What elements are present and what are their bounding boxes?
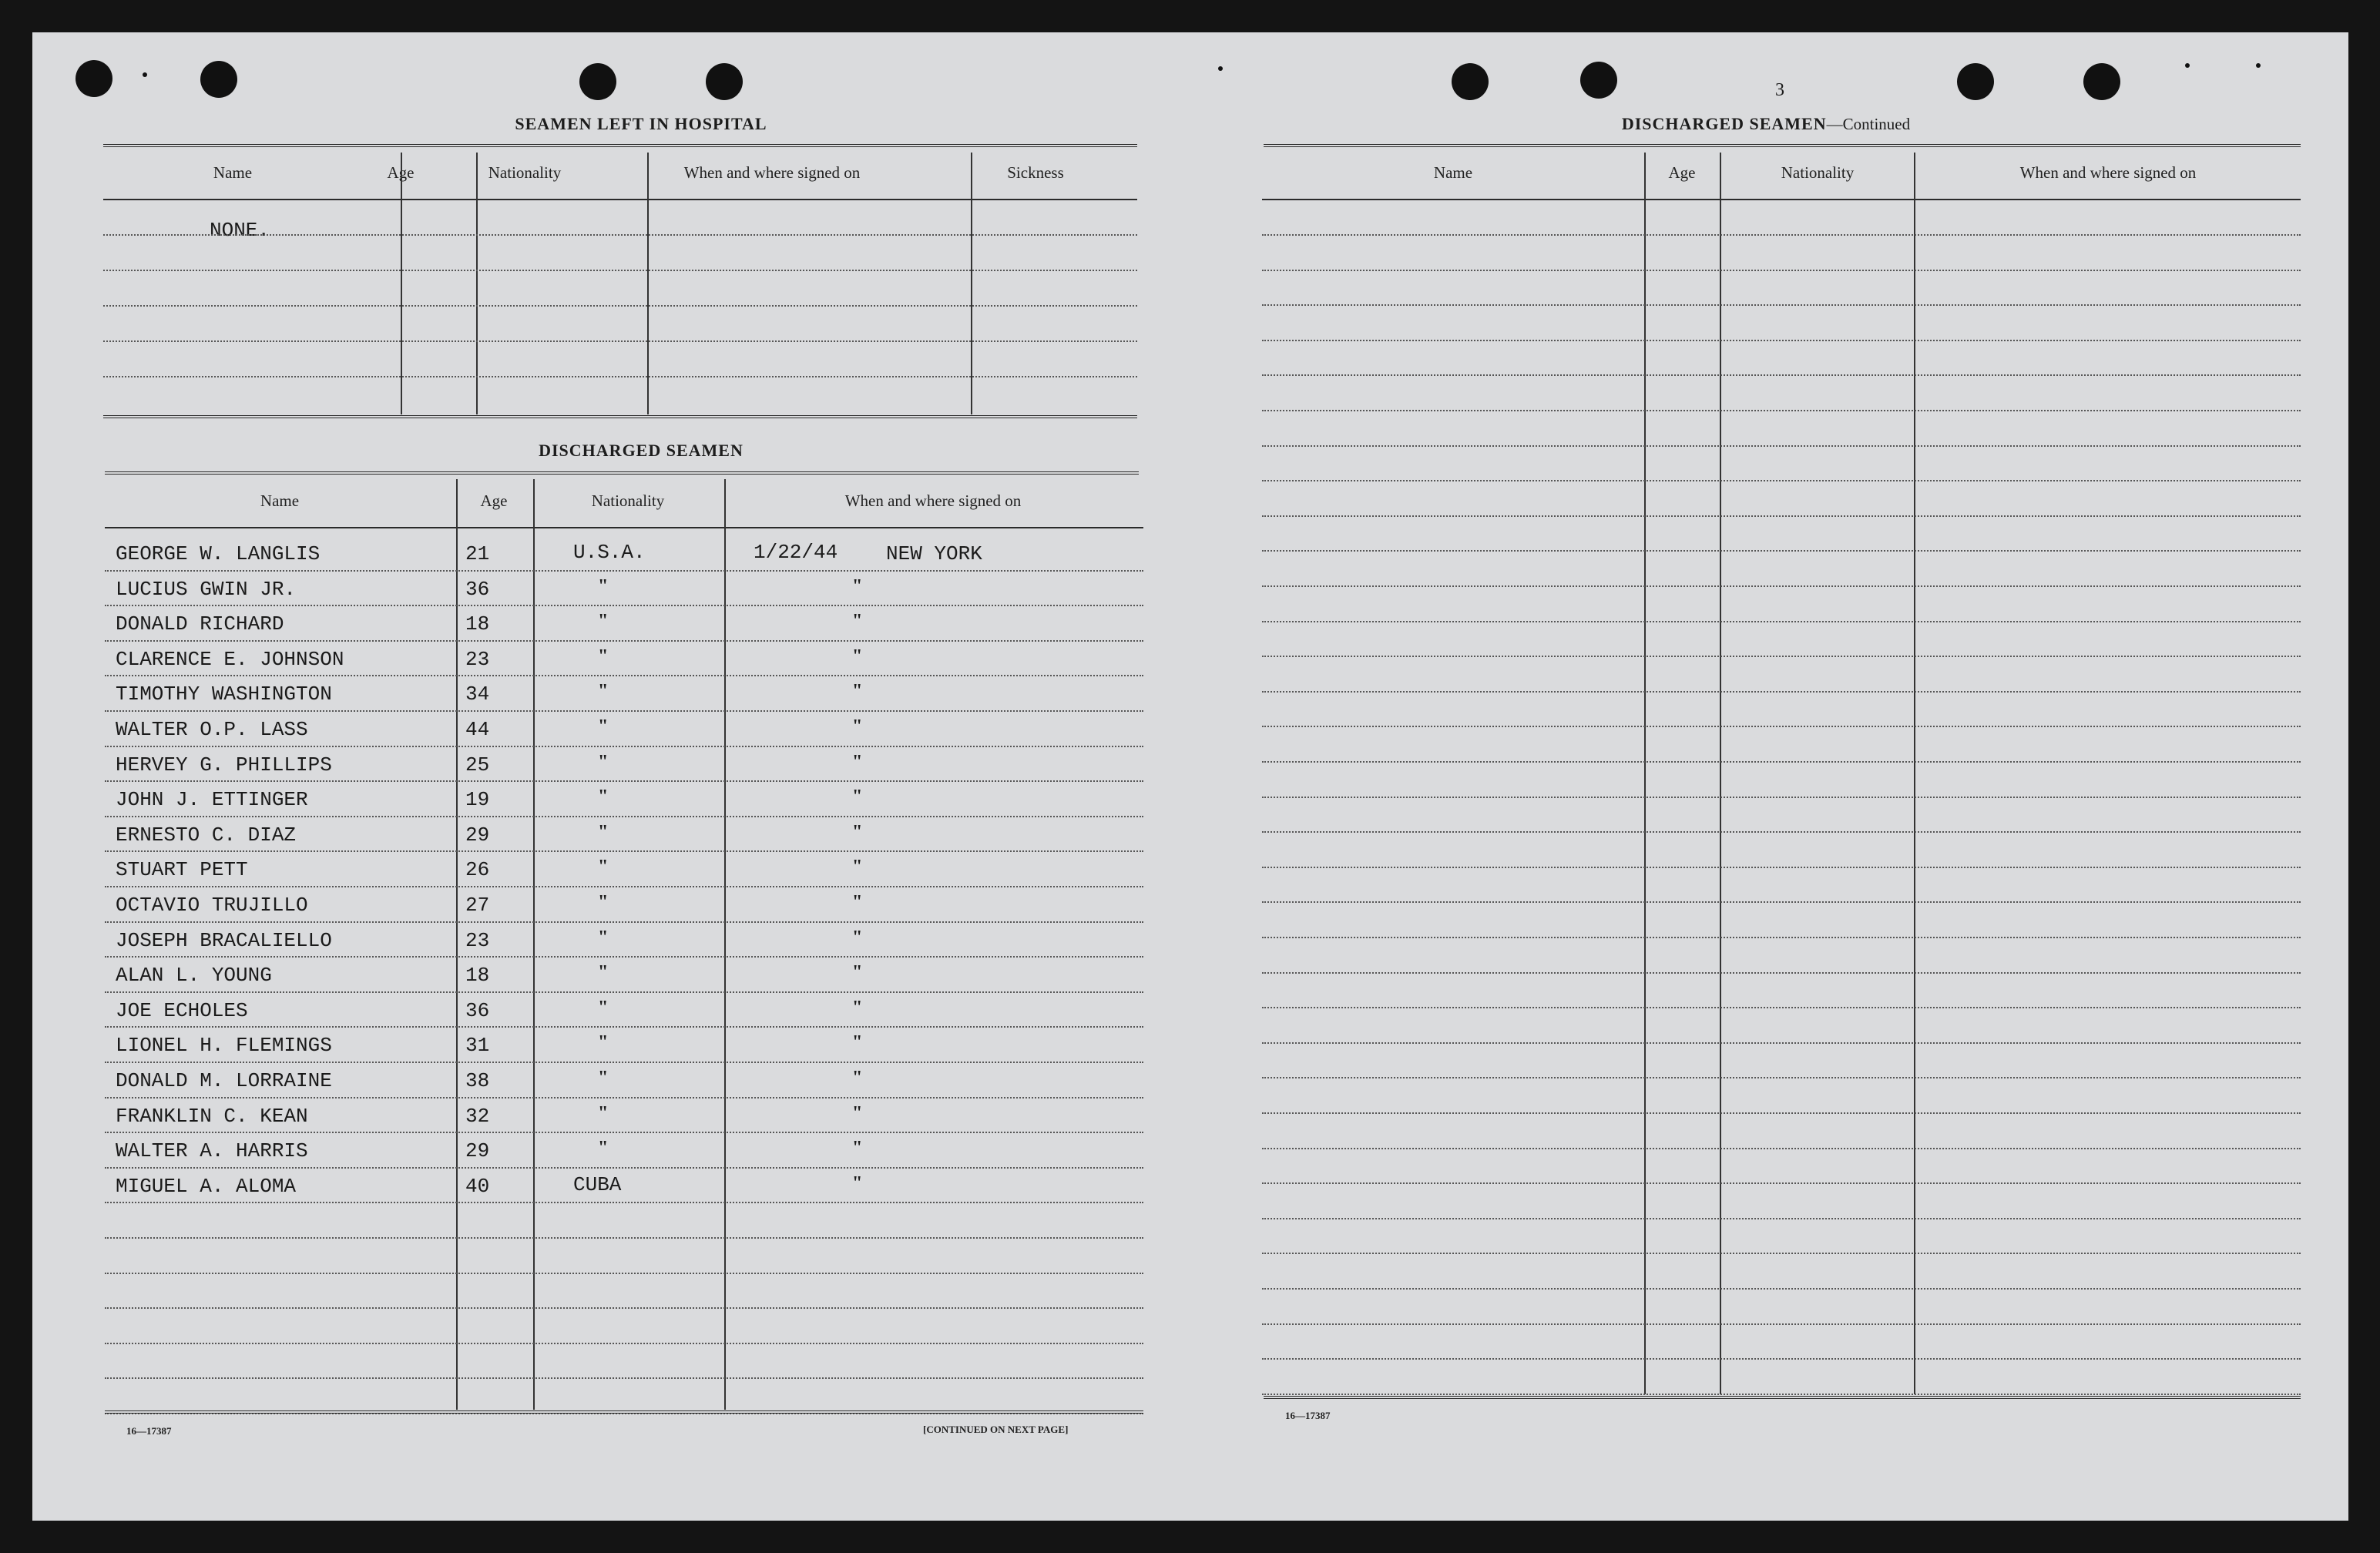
right-bottom-rule xyxy=(1264,1396,2301,1400)
discharged-row-line xyxy=(105,921,1143,923)
continued-col-divider xyxy=(1720,153,1721,1394)
binder-hole xyxy=(76,60,112,97)
discharged-row-line xyxy=(105,816,1143,817)
seaman-signed-on-place: NEW YORK xyxy=(886,542,982,565)
seaman-name: HERVEY G. PHILLIPS xyxy=(116,753,332,776)
seaman-name: LUCIUS GWIN JR. xyxy=(116,578,297,601)
discharged-col-header: Name xyxy=(260,491,300,510)
seaman-nationality: " xyxy=(598,752,609,772)
seaman-nationality: " xyxy=(598,576,609,596)
discharged-row-line xyxy=(105,1307,1143,1309)
continued-row-line xyxy=(1262,410,2301,411)
continued-row-line xyxy=(1262,1218,2301,1219)
hospital-col-divider xyxy=(647,153,649,414)
discharged-row-line xyxy=(105,1167,1143,1169)
hospital-section-title: SEAMEN LEFT IN HOSPITAL xyxy=(515,114,767,133)
seaman-signed-on-date: " xyxy=(852,927,863,948)
continued-row-line xyxy=(1262,691,2301,693)
seaman-signed-on-date: " xyxy=(852,576,863,596)
discharged-row-line xyxy=(105,1273,1143,1274)
continued-row-line xyxy=(1262,1112,2301,1114)
seaman-name: CLARENCE E. JOHNSON xyxy=(116,648,344,671)
continued-row-line xyxy=(1262,937,2301,938)
continued-row-line xyxy=(1262,585,2301,587)
continued-row-line xyxy=(1262,656,2301,657)
paper-speck xyxy=(2256,63,2261,68)
discharged-row-line xyxy=(105,640,1143,642)
left-form-number: 16—17387 xyxy=(126,1425,172,1437)
continued-row-line xyxy=(1262,797,2301,798)
hospital-row-line xyxy=(103,270,1137,271)
continued-row-line xyxy=(1262,480,2301,481)
seaman-age: 26 xyxy=(465,858,490,881)
discharged-row-line xyxy=(105,991,1143,993)
hospital-col-divider xyxy=(401,153,402,414)
seaman-age: 18 xyxy=(465,964,490,987)
continued-row-line xyxy=(1262,1358,2301,1360)
hospital-col-divider xyxy=(476,153,478,414)
seaman-signed-on-date: " xyxy=(852,646,863,666)
seaman-signed-on-date: 1/22/44 xyxy=(754,541,838,564)
seaman-signed-on-date: " xyxy=(852,822,863,842)
paper-speck xyxy=(2185,63,2190,68)
seaman-signed-on-date: " xyxy=(852,681,863,701)
seaman-signed-on-date: " xyxy=(852,752,863,772)
seaman-nationality: " xyxy=(598,611,609,631)
discharged-row-line xyxy=(105,1026,1143,1028)
hospital-row-line xyxy=(103,340,1137,342)
continued-col-header: Age xyxy=(1668,163,1696,182)
seaman-nationality: U.S.A. xyxy=(573,541,646,564)
discharged-row-line xyxy=(105,675,1143,676)
seaman-signed-on-date: " xyxy=(852,716,863,736)
seaman-name: JOE ECHOLES xyxy=(116,999,248,1022)
binder-hole xyxy=(2083,63,2120,100)
binder-hole xyxy=(200,61,237,98)
seaman-signed-on-date: " xyxy=(852,1032,863,1052)
discharged-row-line xyxy=(105,746,1143,747)
seaman-age: 29 xyxy=(465,1139,490,1162)
discharged-row-line xyxy=(105,850,1143,852)
seaman-signed-on-date: " xyxy=(852,857,863,877)
continued-row-line xyxy=(1262,1394,2301,1395)
seaman-name: MIGUEL A. ALOMA xyxy=(116,1175,297,1198)
seaman-name: ERNESTO C. DIAZ xyxy=(116,823,297,847)
hospital-col-header: Sickness xyxy=(1007,163,1064,182)
seaman-nationality: " xyxy=(598,857,609,877)
seaman-name: ALAN L. YOUNG xyxy=(116,964,272,987)
seaman-age: 34 xyxy=(465,683,490,706)
seaman-nationality: CUBA xyxy=(573,1173,622,1196)
seaman-signed-on-date: " xyxy=(852,787,863,807)
hospital-none-entry: NONE. xyxy=(210,219,270,242)
continued-row-line xyxy=(1262,867,2301,868)
continued-row-line xyxy=(1262,234,2301,236)
continued-row-line xyxy=(1262,1007,2301,1008)
hospital-row-line xyxy=(103,305,1137,307)
page-number: 3 xyxy=(1775,80,1784,100)
seaman-nationality: " xyxy=(598,1103,609,1123)
seaman-nationality: " xyxy=(598,927,609,948)
seaman-name: DONALD RICHARD xyxy=(116,612,284,636)
continued-col-divider xyxy=(1914,153,1915,1394)
continued-col-divider xyxy=(1644,153,1646,1394)
continued-row-line xyxy=(1262,1288,2301,1290)
discharged-top-rule xyxy=(105,471,1139,476)
seaman-nationality: " xyxy=(598,716,609,736)
hospital-col-divider xyxy=(971,153,972,414)
seaman-nationality: " xyxy=(598,998,609,1018)
continued-row-line xyxy=(1262,621,2301,622)
seaman-age: 32 xyxy=(465,1105,490,1128)
hospital-top-rule xyxy=(103,144,1137,149)
seaman-name: WALTER A. HARRIS xyxy=(116,1139,308,1162)
seaman-signed-on-date: " xyxy=(852,1103,863,1123)
seaman-age: 18 xyxy=(465,612,490,636)
discharged-col-divider xyxy=(456,479,458,1410)
seaman-name: DONALD M. LORRAINE xyxy=(116,1069,332,1092)
binder-hole xyxy=(706,63,743,100)
seaman-name: TIMOTHY WASHINGTON xyxy=(116,683,332,706)
seaman-nationality: " xyxy=(598,1138,609,1158)
discharged-row-line xyxy=(105,1132,1143,1133)
hospital-col-header: When and where signed on xyxy=(683,163,861,182)
seaman-name: WALTER O.P. LASS xyxy=(116,718,308,741)
discharged-col-header: Nationality xyxy=(591,491,665,510)
seaman-name: GEORGE W. LANGLIS xyxy=(116,542,321,565)
seaman-nationality: " xyxy=(598,646,609,666)
seaman-signed-on-date: " xyxy=(852,1138,863,1158)
continued-row-line xyxy=(1262,304,2301,306)
continued-row-line xyxy=(1262,445,2301,447)
discharged-row-line xyxy=(105,570,1143,572)
seaman-age: 27 xyxy=(465,894,490,917)
continued-row-line xyxy=(1262,515,2301,517)
binder-hole xyxy=(1580,62,1617,99)
hospital-row-line xyxy=(103,234,1137,236)
hospital-bottom-rule xyxy=(103,415,1137,420)
continued-row-line xyxy=(1262,374,2301,376)
seaman-name: JOSEPH BRACALIELLO xyxy=(116,929,332,952)
continued-row-line xyxy=(1262,1148,2301,1149)
seaman-name: STUART PETT xyxy=(116,858,248,881)
discharged-row-line xyxy=(105,956,1143,958)
continued-row-line xyxy=(1262,761,2301,763)
seaman-age: 19 xyxy=(465,788,490,811)
binder-hole xyxy=(1957,63,1994,100)
discharged-row-line xyxy=(105,710,1143,712)
continued-row-line xyxy=(1262,1182,2301,1184)
seaman-nationality: " xyxy=(598,822,609,842)
continued-row-line xyxy=(1262,550,2301,552)
seaman-nationality: " xyxy=(598,962,609,982)
seaman-nationality: " xyxy=(598,787,609,807)
seaman-age: 29 xyxy=(465,823,490,847)
seaman-name: LIONEL H. FLEMINGS xyxy=(116,1034,332,1057)
continued-note: [CONTINUED ON NEXT PAGE] xyxy=(923,1424,1069,1435)
continued-row-line xyxy=(1262,340,2301,341)
discharged-row-line xyxy=(105,780,1143,782)
discharged-col-header: When and where signed on xyxy=(844,491,1022,510)
seaman-age: 21 xyxy=(465,542,490,565)
seaman-nationality: " xyxy=(598,1068,609,1088)
discharged-section-title: DISCHARGED SEAMEN xyxy=(539,441,744,460)
binder-hole xyxy=(1452,63,1489,100)
binder-hole xyxy=(579,63,616,100)
seaman-age: 40 xyxy=(465,1175,490,1198)
discharged-col-divider xyxy=(724,479,726,1410)
seaman-age: 23 xyxy=(465,648,490,671)
discharged-continued-title xyxy=(1558,114,1974,134)
hospital-col-header: Nationality xyxy=(488,163,562,182)
continued-title-suffix: —Continued xyxy=(1826,115,1911,133)
hospital-row-line xyxy=(103,376,1137,377)
seaman-name: JOHN J. ETTINGER xyxy=(116,788,308,811)
seaman-age: 38 xyxy=(465,1069,490,1092)
hospital-col-header: Name xyxy=(213,163,253,182)
discharged-col-header: Age xyxy=(480,491,508,510)
paper-speck xyxy=(1218,66,1223,71)
hospital-header-rule xyxy=(103,199,1137,200)
continued-row-line xyxy=(1262,1323,2301,1325)
continued-row-line xyxy=(1262,726,2301,727)
paper-speck xyxy=(143,72,147,77)
seaman-signed-on-date: " xyxy=(852,1173,863,1193)
seaman-age: 31 xyxy=(465,1034,490,1057)
seaman-age: 25 xyxy=(465,753,490,776)
right-form-number: 16—17387 xyxy=(1285,1410,1331,1421)
continued-title-main: DISCHARGED SEAMEN xyxy=(1621,114,1827,133)
seaman-signed-on-date: " xyxy=(852,962,863,982)
discharged-row-line xyxy=(105,1343,1143,1344)
continued-row-line xyxy=(1262,1042,2301,1044)
seaman-age: 23 xyxy=(465,929,490,952)
continued-col-header: Nationality xyxy=(1781,163,1855,182)
continued-row-line xyxy=(1262,901,2301,903)
discharged-row-line xyxy=(105,886,1143,887)
hospital-col-header: Age xyxy=(387,163,415,182)
seaman-age: 36 xyxy=(465,999,490,1022)
discharged-row-line xyxy=(105,1062,1143,1063)
discharged-col-divider xyxy=(533,479,535,1410)
seaman-nationality: " xyxy=(598,681,609,701)
discharged-bottom-rule xyxy=(105,1410,1143,1415)
seaman-name: OCTAVIO TRUJILLO xyxy=(116,894,308,917)
continued-row-line xyxy=(1262,1077,2301,1078)
seaman-age: 36 xyxy=(465,578,490,601)
right-top-rule xyxy=(1264,144,2301,149)
seaman-name: FRANKLIN C. KEAN xyxy=(116,1105,308,1128)
document-sheet xyxy=(32,32,2348,1521)
seaman-signed-on-date: " xyxy=(852,1068,863,1088)
discharged-header-rule xyxy=(105,527,1143,528)
discharged-row-line xyxy=(105,1097,1143,1099)
continued-col-header: Name xyxy=(1433,163,1473,182)
continued-col-header: When and where signed on xyxy=(2019,163,2197,182)
continued-row-line xyxy=(1262,972,2301,974)
discharged-row-line xyxy=(105,1237,1143,1239)
discharged-row-line xyxy=(105,605,1143,606)
seaman-signed-on-date: " xyxy=(852,611,863,631)
discharged-row-line xyxy=(105,1202,1143,1203)
seaman-signed-on-date: " xyxy=(852,998,863,1018)
seaman-age: 44 xyxy=(465,718,490,741)
continued-row-line xyxy=(1262,1253,2301,1254)
seaman-signed-on-date: " xyxy=(852,892,863,912)
continued-row-line xyxy=(1262,270,2301,271)
right-header-rule xyxy=(1262,199,2301,200)
continued-row-line xyxy=(1262,831,2301,833)
seaman-nationality: " xyxy=(598,1032,609,1052)
discharged-row-line xyxy=(105,1377,1143,1379)
seaman-nationality: " xyxy=(598,892,609,912)
